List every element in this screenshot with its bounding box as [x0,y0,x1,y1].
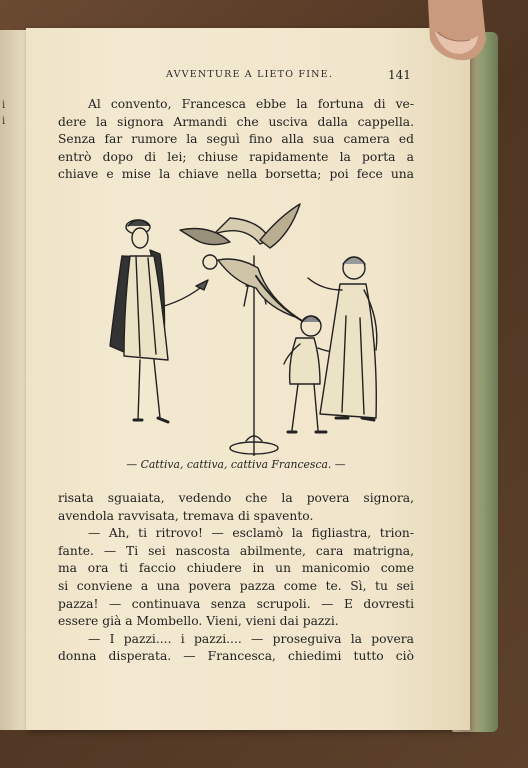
text-line: si conviene a una povera pazza come te. Sì, tu sei [58,578,414,593]
left-page-mark: i [2,100,6,111]
figure-woman-in-fur [110,220,208,422]
thumb-holding-page [420,0,490,64]
text-line: risata sguaiata, vedendo che la povera signora, [58,491,414,505]
book-page [26,28,470,730]
text-line: ma ora ti faccio chiudere in un manicomio come [58,561,414,576]
text-line: — I pazzi.... i pazzi.... — proseguiva la povera [88,631,414,646]
illustration-caption: — Cattiva, cattiva, cattiva Francesca. — [126,458,346,471]
text-line: dere la signora Armandi che usciva dalla cappella. [58,114,414,129]
text-line: pazza! — continuava senza scrupoli. — E dovresti [58,596,414,611]
figure-older-woman [308,257,377,420]
text-line: entrò dopo di lei; chiuse rapidamente la porta a [58,149,414,164]
page-number: 141 [388,68,411,82]
text-line: avendola ravvisata, tremava di spavento. [58,508,314,523]
text-line: Al convento, Francesca ebbe la fortuna di ve- [88,97,414,111]
paragraph-bottom [58,490,414,666]
text-line: fante. — Ti sei nascosta abilmente, cara matrigna, [58,543,414,558]
text-line: Senza far rumore la seguì fino alla sua camera ed [58,132,414,147]
text-line: essere già a Mombello. Vieni, vieni dai pazzi. [58,614,339,629]
illustration-woman-parrot-child [96,186,396,456]
text-line: donna disperata. — Francesca, chiedimi tutto ciò [58,649,414,664]
paragraph-top [58,96,414,184]
left-page-mark: i [2,116,6,127]
text-line: chiave e mise la chiave nella borsetta; poi fece una [58,167,414,182]
parrot [180,204,304,322]
text-line: — Ah, ti ritrovo! — esclamò la figliastra, trion- [88,526,414,541]
running-head: AVVENTURE A LIETO FINE. [166,69,334,80]
left-page-edge [0,30,26,730]
